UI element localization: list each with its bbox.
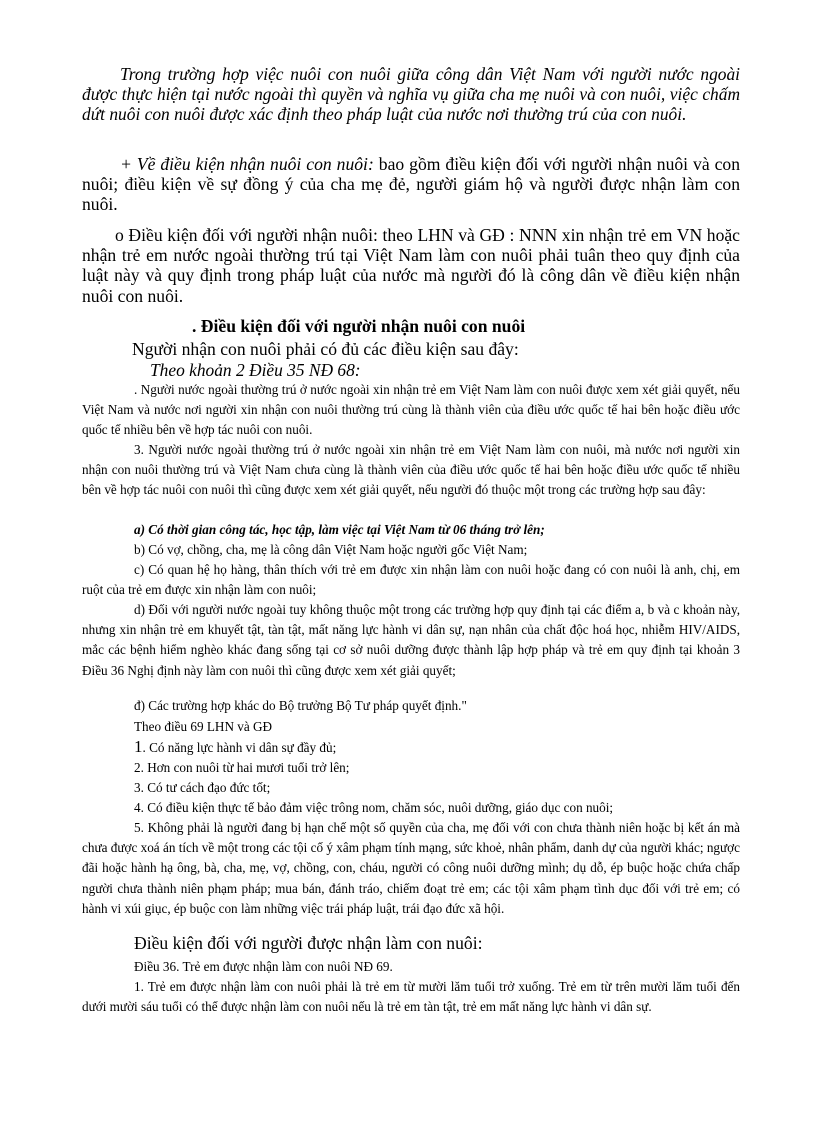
paragraph-adopter-conditions: o Điều kiện đối với người nhận nuôi: theo LHN và GĐ : NNN xin nhận trẻ em VN hoặc nhận trẻ em nước ngoài thường trú tại Việt Nam làm con nuôi phải tuân theo quy định của luật này và quy định trong pháp luật của nước mà người đó là công dân về điều kiện nhận nuôi con nuôi. [82, 225, 740, 306]
heading-adoptee-conditions: Điều kiện đối với người được nhận làm con nuôi: [134, 933, 483, 953]
condition-5: 5. Không phải là người đang bị hạn chế một số quyền của cha, mẹ đối với con chưa thành niên hoặc bị kết án mà chưa được xoá án tích về một trong các tội cố ý xâm phạm tính mạng, sức khoẻ, nhân phẩm, danh dự của người khác; ngược đãi hoặc hành hạ ông, bà, cha, mẹ, vợ, chồng, con, cháu, người có công nuôi dưỡng mình; dụ dỗ, ép buộc hoặc chứa chấp người chưa thành niên phạm pháp; mua bán, đánh tráo, chiếm đoạt trẻ em; các tội xâm phạm tình dục đối với trẻ em; có hành vi xúi giục, ép buộc con làm những việc trái pháp luật, trái đạo đức xã hội. [82, 820, 740, 916]
condition-1-number: 1 [134, 737, 143, 756]
condition-3: 3. Có tư cách đạo đức tốt; [134, 780, 271, 795]
conditions-rest: bao gồm điều kiện đối với người nhận nuôi và con nuôi; điều kiện về sự đồng ý của cha mẹ đẻ, người giám hộ và người được nhận làm con nuôi. [82, 154, 740, 215]
clause-3a: a) Có thời gian công tác, học tập, làm việc tại Việt Nam từ 06 tháng trở lên; [134, 522, 545, 537]
clause-3dd: đ) Các trường hợp khác do Bộ trưởng Bộ Tư pháp quyết định." [134, 698, 467, 713]
article-69-reference: Theo điều 69 LHN và GĐ [134, 719, 273, 734]
paragraph-decree-reference: Theo khoản 2 Điều 35 NĐ 68: [150, 360, 361, 380]
paragraph-adoption-conditions [82, 154, 740, 215]
condition-4: 4. Có điều kiện thực tế bảo đảm việc trông nom, chăm sóc, nuôi dưỡng, giáo dục con nuôi; [134, 800, 614, 815]
conditions-lead: + Về điều kiện nhận nuôi con nuôi: [120, 154, 374, 174]
article-36-heading: Điều 36. Trẻ em được nhận làm con nuôi NĐ 69. [134, 959, 393, 974]
article-36-clause-1: 1. Trẻ em được nhận làm con nuôi phải là trẻ em từ mười lăm tuổi trở xuống. Trẻ em từ trên mười lăm tuổi đến dưới mười sáu tuổi có thể được nhận làm con nuôi nếu là trẻ em tàn tật, trẻ em mất năng lực hành vi dân sự. [82, 979, 740, 1015]
heading-adopter-conditions: . Điều kiện đối với người nhận nuôi con nuôi [192, 316, 526, 336]
clause-foreign-resident: . Người nước ngoài thường trú ở nước ngoài xin nhận trẻ em Việt Nam làm con nuôi được xem xét giải quyết, nếu Việt Nam và nước nơi người xin nhận con nuôi thường trú cùng là thành viên của điều ước quốc tế hai bên hoặc điều ước quốc tế nhiều bên về hợp tác nuôi con nuôi. [82, 382, 740, 438]
clause-3b: b) Có vợ, chồng, cha, mẹ là công dân Việt Nam hoặc người gốc Việt Nam; [134, 542, 528, 557]
clause-3d: d) Đối với người nước ngoài tuy không thuộc một trong các trường hợp quy định tại các điểm a, b và c khoản này, nhưng xin nhận trẻ em khuyết tật, tàn tật, mất năng lực hành vi dân sự, nạn nhân của chất độc hoá học, nhiễm HIV/AIDS, mắc các bệnh hiểm nghèo khác đang sống tại cơ sở nuôi dưỡng được thành lập hợp pháp và trẻ em quy định tại khoản 3 Điều 36 Nghị định này làm con nuôi thì cũng được xem xét giải quyết; [82, 602, 740, 678]
clause-3: 3. Người nước ngoài thường trú ở nước ngoài xin nhận trẻ em Việt Nam làm con nuôi, mà nước nơi người xin nhận con nuôi thường trú và Việt Nam chưa cùng là thành viên của điều ước quốc tế hai bên hoặc điều ước quốc tế nhiều bên về hợp tác nuôi con nuôi thì cũng được xem xét giải quyết, nếu người đó thuộc một trong các trường hợp sau đây: [82, 442, 740, 498]
condition-1-text: . Có năng lực hành vi dân sự đầy đủ; [142, 740, 337, 755]
paragraph-adopter-requirements: Người nhận con nuôi phải có đủ các điều kiện sau đây: [132, 339, 519, 359]
condition-2: 2. Hơn con nuôi từ hai mươi tuổi trở lên; [134, 760, 350, 775]
condition-1 [134, 737, 740, 758]
paragraph-foreign-adoption-law: Trong trường hợp việc nuôi con nuôi giữa công dân Việt Nam với người nước ngoài được thực hiện tại nước ngoài thì quyền và nghĩa vụ giữa cha mẹ nuôi và con nuôi, việc chấm dứt nuôi con nuôi được xác định theo pháp luật của nước nơi thường trú của con nuôi. [82, 64, 740, 125]
clause-3c: c) Có quan hệ họ hàng, thân thích với trẻ em được xin nhận làm con nuôi hoặc đang có con nuôi là anh, chị, em ruột của trẻ em được xin nhận làm con nuôi; [82, 562, 740, 598]
